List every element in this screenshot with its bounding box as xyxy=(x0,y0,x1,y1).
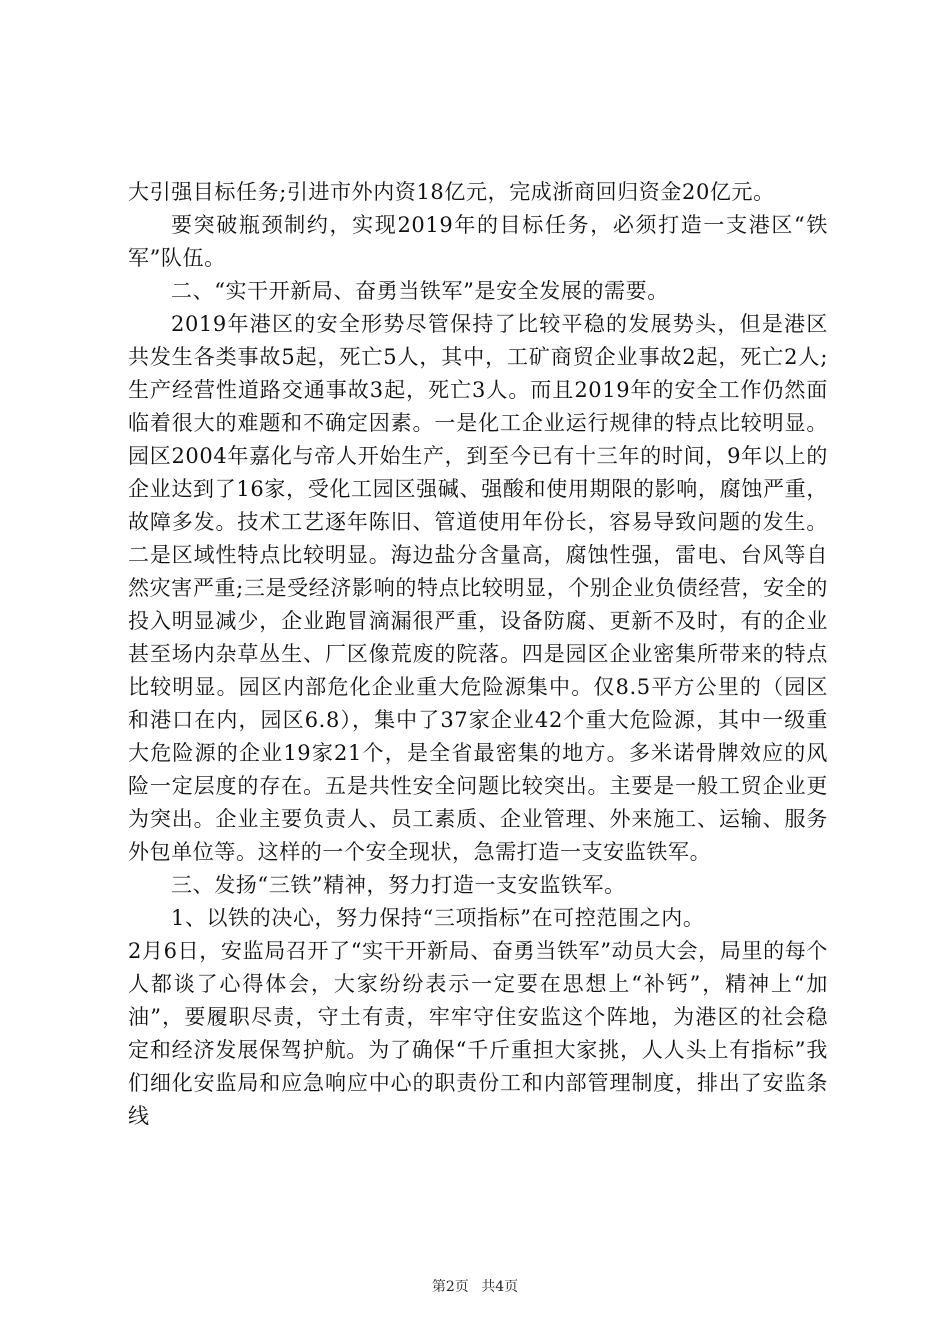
paragraph-3: 2019年港区的安全形势尽管保持了比较平稳的发展势头，但是港区共发生各类事故5起，死亡5人，其中，工矿商贸企业事故2起，死亡2人;生产经营性道路交通事故3起，死亡3人。而且2019年的安全工作仍然面临着很大的难题和不确定因素。一是化工企业运行规律的特点比较明显。园区2004年嘉化与帝人开始生产，到至今已有十三年的时间，9年以上的企业达到了16家，受化工园区强碱、强酸和使用期限的影响，腐蚀严重，故障多发。技术工艺逐年陈旧、管道使用年份长，容易导致问题的发生。二是区域性特点比较明显。海边盐分含量高，腐蚀性强，雷电、台风等自然灾害严重;三是受经济影响的特点比较明显，个别企业负债经营，安全的投入明显减少，企业跑冒滴漏很严重，设备防腐、更新不及时，有的企业甚至场内杂草丛生、厂区像荒废的院落。四是园区企业密集所带来的特点比较明显。园区内部危化企业重大危险源集中。仅8.5平方公里的（园区和港口在内，园区6.8），集中了37家企业42个重大危险源，其中一级重大危险源的企业19家21个，是全省最密集的地方。多米诺骨牌效应的风险一定层度的存在。五是共性安全问题比较突出。主要是一般工贸企业更为突出。企业主要负责人、员工素质、企业管理、外来施工、运输、服务外包单位等。这样的一个安全现状，急需打造一支安监铁军。 xyxy=(128,312,828,864)
page-number: 第2页 xyxy=(431,1279,469,1295)
paragraph-4: 2月6日，安监局召开了“实干开新局、奋勇当铁军”动员大会，局里的每个人都谈了心得体会，大家纷纷表示一定要在思想上“补钙”，精神上“加油”，要履职尽责，守土有责，牢牢守住安监这个阵地，为港区的社会稳定和经济发展保驾护航。为了确保“千斤重担大家挑，人人头上有指标”我们细化安监局和应急响应中心的职责份工和内部管理制度，排出了安监条线 xyxy=(128,939,828,1128)
paragraph-2: 要突破瓶颈制约，实现2019年的目标任务，必须打造一支港区“铁军”队伍。 xyxy=(128,213,828,270)
document-body xyxy=(128,176,828,1133)
page-total: 共4页 xyxy=(481,1279,519,1295)
page-footer xyxy=(0,1276,950,1296)
paragraph-1: 大引强目标任务;引进市外内资18亿元，完成浙商回归资金20亿元。 xyxy=(128,180,775,204)
subheading-1: 1、以铁的决心，努力保持“三项指标”在可控范围之内。 xyxy=(171,906,705,930)
section-heading-3: 三、发扬“三铁”精神，努力打造一支安监铁军。 xyxy=(171,873,626,897)
section-heading-2: 二、“实干开新局、奋勇当铁军”是安全发展的需要。 xyxy=(171,279,669,303)
